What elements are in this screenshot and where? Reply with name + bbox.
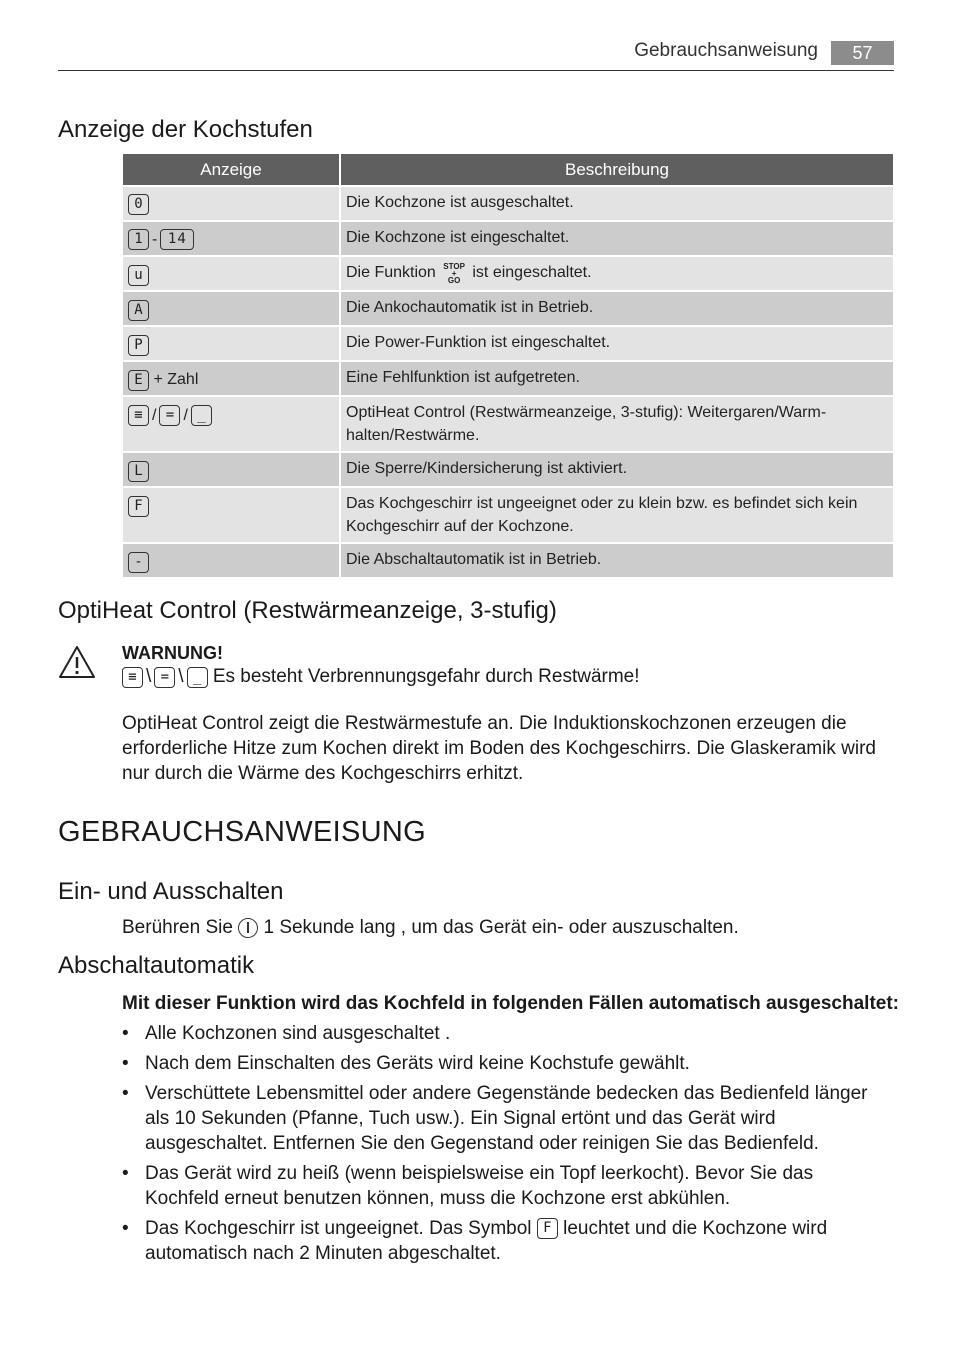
symbol-separator: / <box>152 406 157 424</box>
heading-optiheat: OptiHeat Control (Restwärmeanzeige, 3-stufig) <box>58 597 557 624</box>
table-header-display: Anzeige <box>123 154 339 185</box>
display-symbol-e: E <box>128 370 149 391</box>
warning-triangle-icon <box>58 645 96 679</box>
display-cell <box>123 362 339 395</box>
display-symbol-a: A <box>128 300 149 321</box>
table-row <box>123 453 893 486</box>
table-row <box>123 362 893 395</box>
description-text-pre: Die Funktion <box>346 264 436 282</box>
heading-auto-off: Abschaltautomatik <box>58 952 255 979</box>
onoff-text <box>122 915 739 940</box>
list-item-text-post: leuchtet und die Kochzone wird automatisch nach 2 Minuten abgeschaltet. <box>145 1218 828 1264</box>
bullet-dot: • <box>122 1023 129 1044</box>
description-cell: Die Sperre/Kindersicherung ist aktiviert. <box>341 453 893 486</box>
display-symbol-p: P <box>128 335 149 356</box>
heat-symbol-2: = <box>154 667 175 688</box>
warning-title: WARNUNG! <box>122 643 223 663</box>
display-cell <box>123 257 339 290</box>
list-item-text: Das Gerät wird zu heiß (wenn beispielsweise ein Topf leerkocht). Bevor Sie das Kochfeld erneut benutzen können, muss die Kochzone erst abkühlen. <box>145 1163 814 1209</box>
display-symbol-l: L <box>128 461 149 482</box>
stop-go-icon-top: STOP <box>443 261 465 271</box>
description-cell: Die Power-Funktion ist eingeschaltet. <box>341 327 893 360</box>
description-cell: Die Ankochautomatik ist in Betrieb. <box>341 292 893 325</box>
table-row <box>123 187 893 220</box>
warning-line <box>122 666 640 688</box>
warning-text: Es besteht Verbrennungsgefahr durch Restwärme! <box>212 666 640 688</box>
table-row <box>123 488 893 542</box>
list-item-text: Verschüttete Lebensmittel oder andere Gegenstände bedecken das Bedienfeld länger als 10 Sekunden (Pfanne, Tuch usw.). Ein Signal ertönt und das Gerät wird ausgeschaltet. Entfernen Sie den Gegenstand oder reinigen Sie das Bedienfeld. <box>145 1083 868 1154</box>
display-cell <box>123 292 339 325</box>
auto-off-intro: Mit dieser Funktion wird das Kochfeld in folgenden Fällen automatisch ausgeschaltet: <box>122 993 899 1014</box>
cooking-levels-table <box>121 152 895 579</box>
display-cell <box>123 397 339 451</box>
description-cell: Die Abschaltautomatik ist in Betrieb. <box>341 544 893 577</box>
main-heading: GEBRAUCHSANWEISUNG <box>58 816 426 848</box>
symbol-separator: / <box>183 406 188 424</box>
display-symbol-14: 14 <box>160 229 194 250</box>
bullet-dot: • <box>122 1083 129 1104</box>
onoff-text-pre: Berühren Sie <box>122 917 233 938</box>
display-symbol-heat-2: = <box>159 405 180 426</box>
heading-kochstufen: Anzeige der Kochstufen <box>58 116 313 143</box>
display-symbol-1: 1 <box>128 229 149 250</box>
display-cell <box>123 453 339 486</box>
list-item <box>122 1161 892 1211</box>
table-row <box>123 222 893 255</box>
bullet-dot: • <box>122 1163 129 1184</box>
description-cell: Das Kochgeschirr ist ungeeignet oder zu klein bzw. es befindet sich kein Kochgeschirr auf der Kochzone. <box>341 488 893 542</box>
display-symbol-u: u <box>128 265 149 286</box>
warning-separator: \ <box>146 666 152 687</box>
onoff-text-post: 1 Sekunde lang , um das Gerät ein- oder auszuschalten. <box>263 917 739 938</box>
table-row <box>123 544 893 577</box>
table-row <box>123 292 893 325</box>
display-cell <box>123 327 339 360</box>
optiheat-body: OptiHeat Control zeigt die Restwärmestufe an. Die Induktionskochzonen erzeugen die erforderliche Hitze zum Kochen direkt im Boden des Kochgeschirrs. Die Glaskeramik wird nur durch die Wärme des Kochgeschirrs erhitzt. <box>122 713 876 784</box>
display-symbol-0: 0 <box>128 194 149 215</box>
list-item <box>122 1081 892 1156</box>
display-cell <box>123 544 339 577</box>
table-row <box>123 257 893 290</box>
display-cell <box>123 187 339 220</box>
stop-go-icon <box>443 263 465 284</box>
description-cell <box>341 257 893 290</box>
list-item <box>122 1216 892 1266</box>
description-text-post: ist eingeschaltet. <box>472 264 592 282</box>
display-cell <box>123 488 339 542</box>
display-symbol-f: F <box>128 496 149 517</box>
description-cell: Die Kochzone ist ausgeschaltet. <box>341 187 893 220</box>
display-symbol-dash: - <box>128 552 149 573</box>
description-cell: OptiHeat Control (Restwärmeanzeige, 3-stufig): Weitergaren/Warm-halten/Restwärme. <box>341 397 893 451</box>
table-row <box>123 397 893 451</box>
display-extra: + Zahl <box>153 371 199 389</box>
list-item <box>122 1021 892 1046</box>
table-header-description: Beschreibung <box>341 154 893 185</box>
bullet-dot: • <box>122 1218 129 1239</box>
bullet-dot: • <box>122 1053 129 1074</box>
auto-off-list <box>122 1021 892 1271</box>
display-symbol-f-inline: F <box>537 1218 558 1239</box>
stop-go-icon-mid: + <box>451 268 457 278</box>
warning-separator: \ <box>178 666 184 687</box>
list-item-text: Alle Kochzonen sind ausgeschaltet . <box>145 1023 451 1044</box>
display-symbol-heat-1: _ <box>191 405 212 426</box>
running-header-title: Gebrauchsanweisung <box>634 40 818 61</box>
heat-symbol-1: _ <box>187 667 208 688</box>
heading-onoff: Ein- und Ausschalten <box>58 878 284 905</box>
table-row <box>123 327 893 360</box>
stop-go-icon-bottom: GO <box>447 275 461 285</box>
power-icon <box>238 918 258 938</box>
display-cell <box>123 222 339 255</box>
heat-symbol-3: ≡ <box>122 667 143 688</box>
header-divider <box>58 70 894 71</box>
list-item-text: Nach dem Einschalten des Geräts wird keine Kochstufe gewählt. <box>145 1053 690 1074</box>
page-number: 57 <box>831 41 894 65</box>
range-separator: - <box>152 231 158 249</box>
description-cell: Die Kochzone ist eingeschaltet. <box>341 222 893 255</box>
list-item-text-pre: Das Kochgeschirr ist ungeeignet. Das Symbol <box>145 1218 532 1239</box>
display-symbol-heat-3: ≡ <box>128 405 149 426</box>
list-item <box>122 1051 892 1076</box>
description-cell: Eine Fehlfunktion ist aufgetreten. <box>341 362 893 395</box>
